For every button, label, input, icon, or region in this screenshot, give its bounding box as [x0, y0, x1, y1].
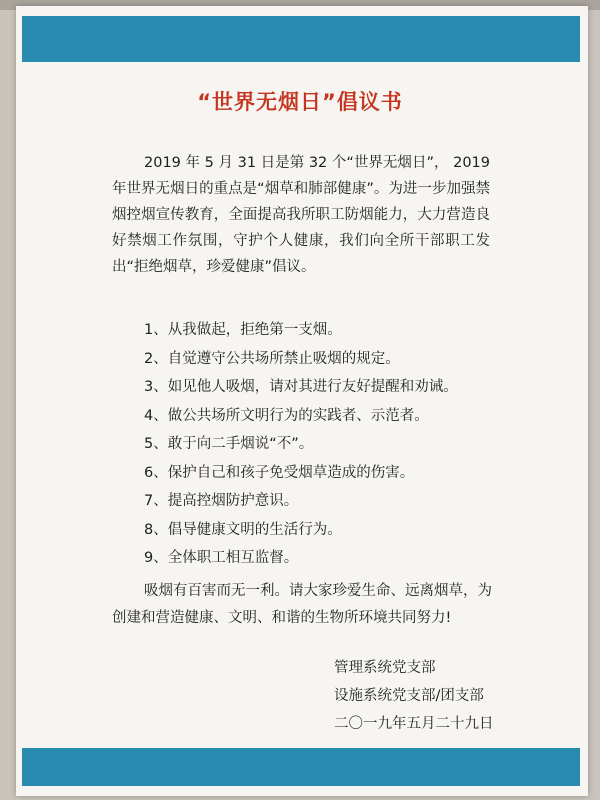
intro-paragraph: 2019 年 5 月 31 日是第 32 个“世界无烟日”， 2019 年世界无烟日的重点是“烟草和肺部健康”。为进一步加强禁烟控烟宣传教育，全面提高我所职工防烟能力，大力营造良好禁烟工作氛围，守护个人健康，我们向全所干部职工发出“拒绝烟草，珍爱健康”倡议。: [112, 155, 490, 275]
signature-block: [334, 656, 554, 740]
signature-date: 二〇一九年五月二十九日: [334, 716, 494, 732]
list-item: 2、自觉遵守公共场所禁止吸烟的规定。: [144, 350, 400, 367]
list-item: 1、从我做起，拒绝第一支烟。: [144, 322, 342, 338]
list-item: 4、做公共场所文明行为的实践者、示范者。: [144, 407, 429, 424]
signature-org-1: 管理系统党支部: [334, 660, 436, 676]
document-title: “世界无烟日”倡议书: [197, 90, 403, 114]
list-item: 8、倡导健康文明的生活行为。: [144, 521, 342, 538]
closing-paragraph: 吸烟有百害而无一利。请大家珍爱生命、远离烟草，为创建和营造健康、文明、和谐的生物所环境共同努力!: [112, 583, 492, 626]
list-item: 6、保护自己和孩子免受烟草造成的伤害。: [144, 464, 415, 481]
signature-org-2: 设施系统党支部/团支部: [334, 688, 484, 704]
list-item: 7、提高控烟防护意识。: [144, 493, 299, 509]
list-item: 5、敢于向二手烟说“不”。: [144, 436, 314, 452]
list-item: 9、全体职工相互监督。: [144, 550, 299, 566]
initiative-list: [144, 318, 504, 575]
list-item: 3、如见他人吸烟，请对其进行友好提醒和劝诫。: [144, 379, 458, 395]
